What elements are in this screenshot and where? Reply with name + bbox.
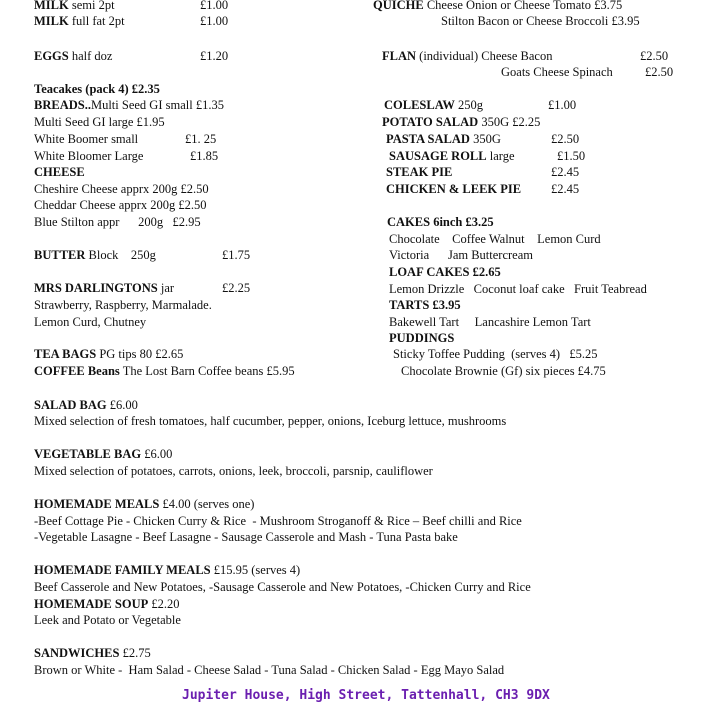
puddings-line: Sticky Toffee Pudding (serves 4) £5.25 xyxy=(393,347,598,361)
eggs-line: EGGS half doz xyxy=(34,49,113,63)
cheese-item: Cheshire Cheese apprx 200g £2.50 xyxy=(34,182,209,196)
steak-pie-price: £2.45 xyxy=(551,165,580,179)
quiche-line: QUICHE Cheese Onion or Cheese Tomato £3.75 xyxy=(373,0,623,12)
family-meals-line: Beef Casserole and New Potatoes, -Sausage Casserole and New Potatoes, -Chicken Curry and Rice xyxy=(34,580,531,594)
chicken-pie-label: CHICKEN & LEEK PIE xyxy=(386,182,522,196)
bread-item: Multi Seed GI large £1.95 xyxy=(34,115,165,129)
eggs-price: £1.20 xyxy=(200,49,229,63)
homemade-meals-heading: HOMEMADE MEALS £4.00 (serves one) xyxy=(34,497,255,511)
milk-semi-price: £1.00 xyxy=(200,0,229,12)
flan-price: £2.50 xyxy=(645,65,674,79)
cakes-line: Victoria Jam Buttercream xyxy=(389,248,533,262)
homemade-meals-line: -Beef Cottage Pie - Chicken Curry & Rice - Mushroom Stroganoff & Rice – Beef chilli and Rice xyxy=(34,514,522,528)
chicken-pie-price: £2.45 xyxy=(551,182,580,196)
milk-full-line: MILK full fat 2pt xyxy=(34,14,125,28)
vegetable-bag-desc: Mixed selection of potatoes, carrots, onions, leek, broccoli, parsnip, cauliflower xyxy=(34,464,433,478)
milk-semi-line: MILK semi 2pt xyxy=(34,0,115,12)
butter-line: BUTTER Block 250g xyxy=(34,248,156,262)
coleslaw-line: COLESLAW 250g xyxy=(384,98,483,112)
homemade-soup-heading: HOMEMADE SOUP £2.20 xyxy=(34,597,180,611)
cheese-item: Cheddar Cheese apprx 200g £2.50 xyxy=(34,198,207,212)
pasta-salad-line: PASTA SALAD 350G xyxy=(386,132,501,146)
loaf-cakes-heading: LOAF CAKES £2.65 xyxy=(389,265,501,279)
puddings-heading: PUDDINGS xyxy=(389,331,455,345)
butter-price: £1.75 xyxy=(222,248,251,262)
sandwiches-desc: Brown or White - Ham Salad - Cheese Salad - Tuna Salad - Chicken Salad - Egg Mayo Salad xyxy=(34,663,505,677)
bread-item: White Boomer small xyxy=(34,132,139,146)
steak-pie-label: STEAK PIE xyxy=(386,165,453,179)
homemade-meals-line: -Vegetable Lasagne - Beef Lasagne - Sausage Casserole and Mash - Tuna Pasta bake xyxy=(34,530,458,544)
tarts-heading: TARTS £3.95 xyxy=(389,298,461,312)
cheese-heading: CHEESE xyxy=(34,165,85,179)
salad-bag-heading: SALAD BAG £6.00 xyxy=(34,398,138,412)
homemade-soup-desc: Leek and Potato or Vegetable xyxy=(34,613,181,627)
mrs-darlingtons-line: MRS DARLINGTONS jar xyxy=(34,281,175,295)
mrs-darlingtons-flavours: Strawberry, Raspberry, Marmalade. xyxy=(34,298,212,312)
flan-line: FLAN (individual) Cheese Bacon xyxy=(382,49,553,63)
cakes-heading: CAKES 6inch £3.25 xyxy=(387,215,494,229)
cheese-item: Blue Stilton appr 200g £2.95 xyxy=(34,215,201,229)
sandwiches-heading: SANDWICHES £2.75 xyxy=(34,646,151,660)
coffee-line: COFFEE Beans The Lost Barn Coffee beans £5.95 xyxy=(34,364,295,378)
tarts-line: Bakewell Tart Lancashire Lemon Tart xyxy=(389,315,591,329)
sausage-roll-price: £1.50 xyxy=(557,149,586,163)
quiche-line: Stilton Bacon or Cheese Broccoli £3.95 xyxy=(441,14,640,28)
cakes-line: Chocolate Coffee Walnut Lemon Curd xyxy=(389,232,601,246)
sausage-roll-line: SAUSAGE ROLL large xyxy=(389,149,515,163)
mrs-darlingtons-flavours: Lemon Curd, Chutney xyxy=(34,315,147,329)
family-meals-heading: HOMEMADE FAMILY MEALS £15.95 (serves 4) xyxy=(34,563,301,577)
puddings-line: Chocolate Brownie (Gf) six pieces £4.75 xyxy=(401,364,606,378)
vegetable-bag-heading: VEGETABLE BAG £6.00 xyxy=(34,447,173,461)
tea-bags-line: TEA BAGS PG tips 80 £2.65 xyxy=(34,347,184,361)
breads-line: BREADS..Multi Seed GI small £1.35 xyxy=(34,98,224,112)
milk-full-price: £1.00 xyxy=(200,14,229,28)
footer-address: Jupiter House, High Street, Tattenhall, CH3 9DX xyxy=(182,688,550,703)
pasta-salad-price: £2.50 xyxy=(551,132,580,146)
bread-price: £1. 25 xyxy=(185,132,217,146)
coleslaw-price: £1.00 xyxy=(548,98,577,112)
bread-price: £1.85 xyxy=(190,149,219,163)
teacakes-line: Teacakes (pack 4) £2.35 xyxy=(34,82,160,96)
salad-bag-desc: Mixed selection of fresh tomatoes, half cucumber, pepper, onions, Iceburg lettuce, mushrooms xyxy=(34,414,507,428)
bread-item: White Bloomer Large xyxy=(34,149,144,163)
loaf-cakes-line: Lemon Drizzle Coconut loaf cake Fruit Teabread xyxy=(389,282,647,296)
flan-line: Goats Cheese Spinach xyxy=(501,65,613,79)
potato-salad-line: POTATO SALAD 350G £2.25 xyxy=(382,115,541,129)
flan-price: £2.50 xyxy=(640,49,669,63)
mrs-darlingtons-price: £2.25 xyxy=(222,281,251,295)
